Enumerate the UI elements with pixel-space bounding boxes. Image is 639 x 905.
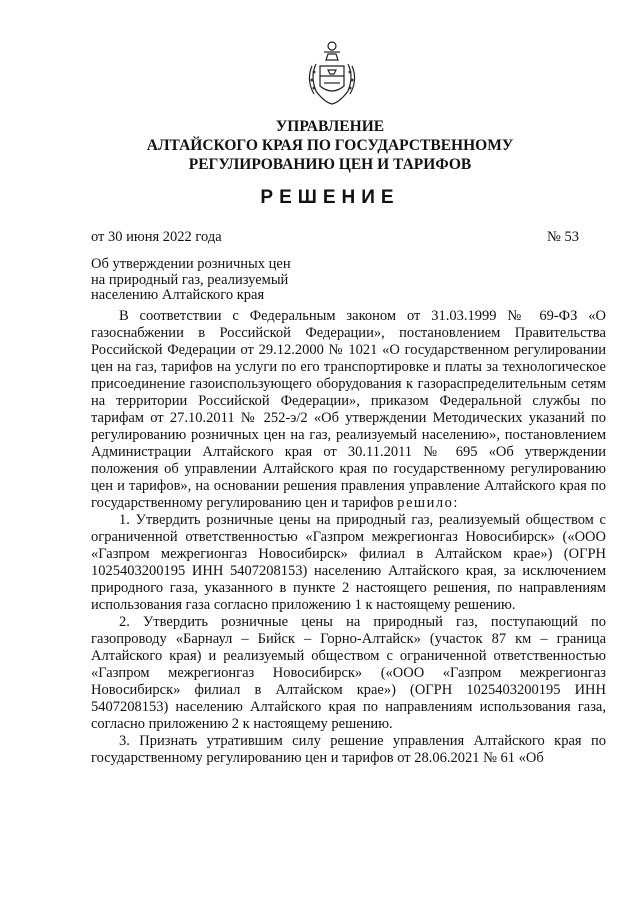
- issuer-heading: [80, 117, 580, 174]
- document-body: [91, 308, 606, 767]
- item-1-paragraph: 1. Утвердить розничные цены на природный газ, реализуемый обществом с ограниченной ответственностью «Газпром межрегионгаз Новосибирск» («ООО «Газпром межрегионгаз Новосибирск» филиал в Алтайском крае») (ОГРН 1025403200195 ИНН 5407208153) населению Алтайского края, за исключением природного газа, указанного в пункте 2 настоящего решения, по направлениям использования газа согласно приложению 1 к настоящему решению.: [91, 512, 606, 613]
- item-2-paragraph: 2. Утвердить розничные цены на природный газ, поступающий по газопроводу «Барнаул – Бийск – Горно-Алтайск» (участок 87 км – граница Алтайского края) и реализуемый обществом с ограниченной ответственностью «Газпром межрегионгаз Новосибирск» («ООО «Газпром межрегионгаз Новосибирск» филиал в Алтайском крае») (ОГРН 1025403200195 ИНН 5407208153) населению Алтайского края по направлениям использования газа, согласно приложению 2 к настоящему решению.: [91, 614, 606, 732]
- decided-word: решило:: [397, 495, 459, 511]
- heading-line-2: АЛТАЙСКОГО КРАЯ ПО ГОСУДАРСТВЕННОМУ: [146, 137, 514, 154]
- document-type: РЕШЕНИЕ: [260, 187, 400, 208]
- item-3-paragraph: 3. Признать утратившим силу решение управления Алтайского края по государственному регулированию цен и тарифов от 28.06.2021 № 61 «Об: [91, 733, 606, 766]
- subject-line-1: Об утверждении розничных цен: [91, 256, 291, 272]
- preamble-text: В соответствии с Федеральным законом от 31.03.1999 № 69-ФЗ «О газоснабжении в Российской Федерации», постановлением Правительства Российской Федерации от 29.12.2000 № 1021 «О государственном регулировании цен на газ, тарифов на услуги по его транспортировке и платы за технологическое присоединение газоиспользующего оборудования к газораспределительным сетям на территории Российской Федерации», приказом Федеральной службы по тарифам от 27.10.2011 № 252-э/2 «Об утверждении Методических указаний по регулированию розничных цен на газ, реализуемый населению», постановлением Администрации Алтайского края от 30.11.2011 № 695 «Об утверждении положения об управлении Алтайского края по государственному регулированию цен и тарифов», на основании решения правления управление Алтайского края по государственному регулированию цен и тарифов: [91, 308, 606, 511]
- heading-line-3: РЕГУЛИРОВАНИЮ ЦЕН И ТАРИФОВ: [188, 156, 472, 173]
- subject-line-3: населению Алтайского края: [91, 287, 265, 303]
- subject-line-2: на природный газ, реализуемый: [91, 271, 289, 288]
- heading-line-1: УПРАВЛЕНИЕ: [275, 118, 385, 135]
- document-subject: [91, 257, 351, 304]
- document-date: от 30 июня 2022 года: [91, 229, 222, 245]
- preamble-paragraph: [91, 308, 606, 512]
- coat-of-arms-icon: [302, 36, 362, 106]
- document-number: № 53: [547, 229, 579, 245]
